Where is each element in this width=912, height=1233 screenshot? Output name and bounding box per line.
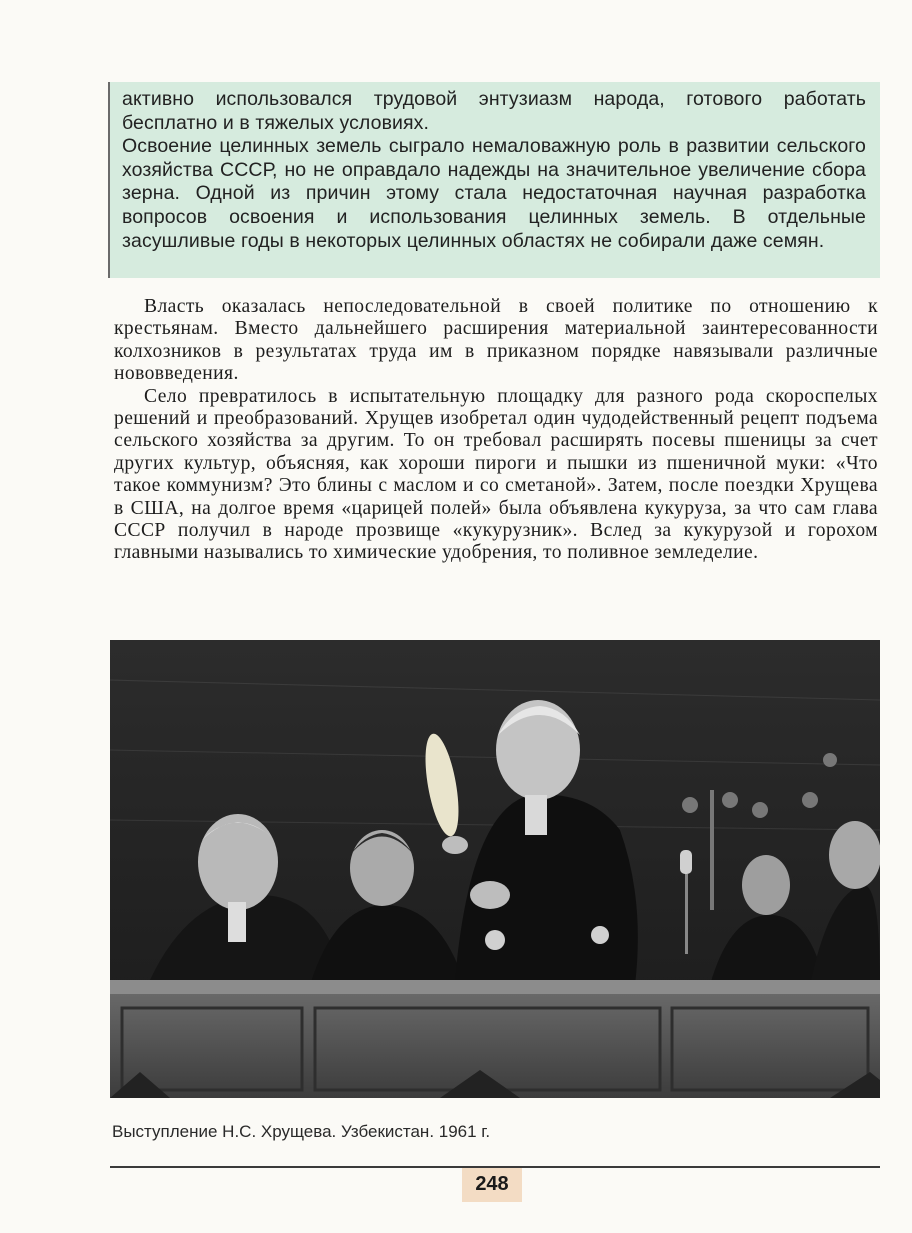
main-text — [114, 296, 878, 565]
main-paragraph-2: Село превратилось в испытательную площадку для разного рода скороспелых решений и преобразований. Хрущев изобретал один чудодейственный рецепт подъема сельского хозяйства за другим. То он требовал расширять посевы пшеницы за счет других культур, объясняя, как хороши пироги и пышки из пшеничной муки: «Что такое коммунизм? Это блины с маслом и со сметаной». Затем, после поездки Хрущева в США, на долгое время «царицей полей» была объявлена кукуруза, за что сам глава СССР получил в народе прозвище «кукурузник». Вслед за кукурузой и горохом главными назывались то химические удобрения, то поливное земледелие. — [114, 385, 878, 564]
note-paragraph-1: активно использовался трудовой энтузиазм народа, готового работать бесплатно и в тяжелых условиях. — [122, 88, 866, 134]
note-paragraph-2: Освоение целинных земель сыграло немаловажную роль в развитии сельского хозяйства СССР, но не оправдало надежды на значительное увеличение сбора зерна. Одной из причин этому стала недостаточная научная разработка вопросов освоения и использования целинных земель. В отдельные засушливые годы в некоторых целинных областях не собирали даже семян. — [122, 135, 866, 252]
tribune-desk — [110, 980, 880, 1098]
sidebar-note-box — [108, 82, 880, 278]
page-number: 248 — [462, 1168, 522, 1202]
photo-illustration — [110, 640, 880, 1098]
main-paragraph-1: Власть оказалась непоследовательной в своей политике по отношению к крестьянам. Вместо дальнейшего расширения материальной заинтересованности колхозников в результатах труда им в приказном порядке навязывали различные нововведения. — [114, 296, 878, 385]
photo-caption: Выступление Н.С. Хрущева. Узбекистан. 1961 г. — [112, 1122, 491, 1141]
historical-photo — [110, 640, 880, 1098]
